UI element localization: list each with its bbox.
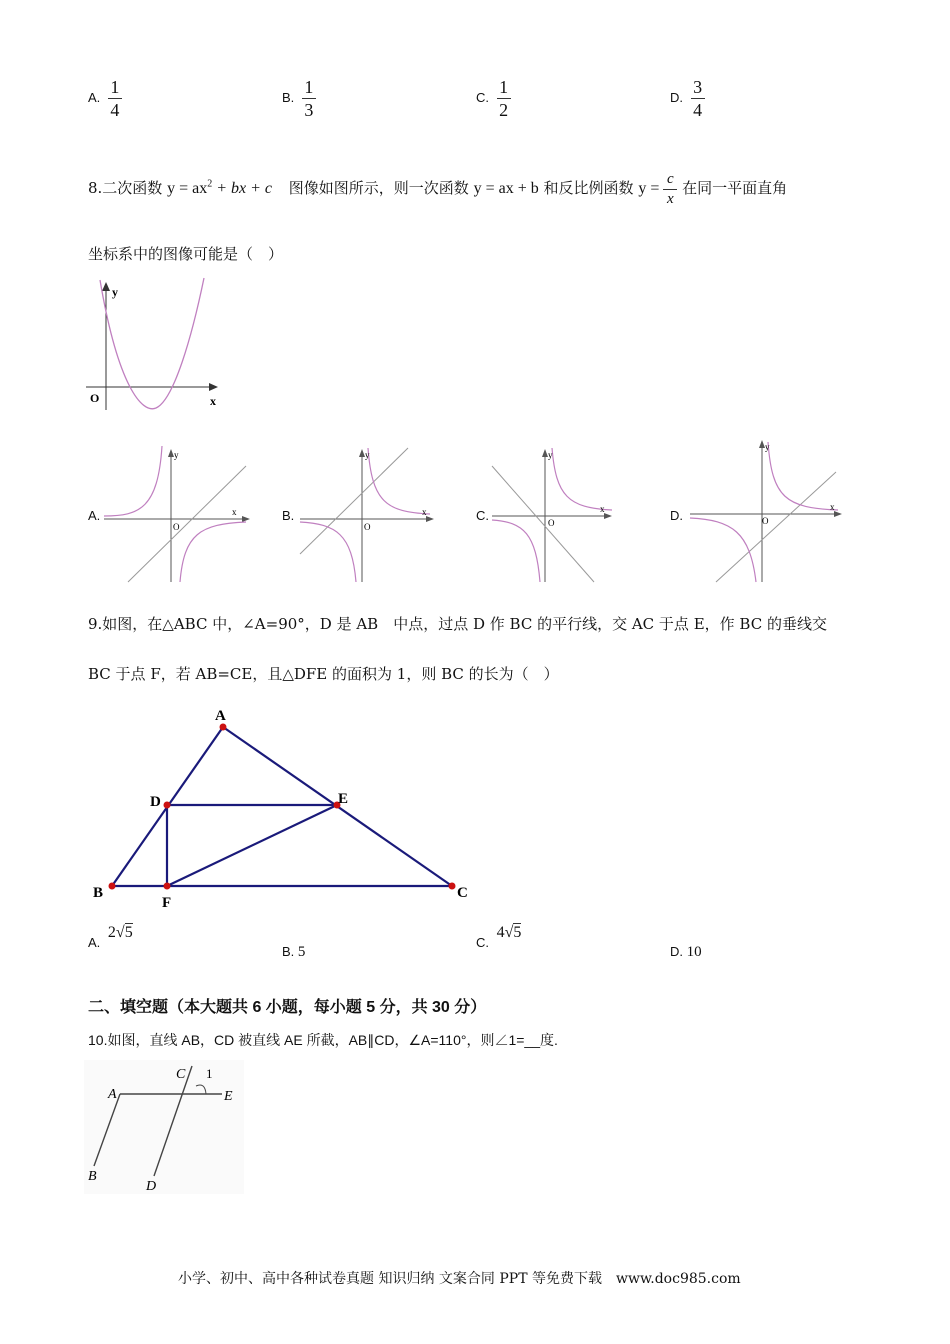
- svg-text:y: y: [174, 450, 179, 460]
- denominator: 2: [499, 100, 509, 120]
- svg-text:y: y: [548, 450, 553, 460]
- svg-text:x: x: [422, 507, 427, 517]
- q9-option-b: [282, 944, 305, 961]
- label-b: B: [93, 885, 104, 901]
- point-a: [220, 724, 227, 731]
- inv-numerator: c: [667, 171, 674, 187]
- q8-stem: [88, 172, 787, 207]
- x-arrow-icon: [209, 383, 218, 391]
- svg-text:y: y: [765, 442, 770, 452]
- inv-denominator: x: [667, 191, 674, 207]
- q9-option-a: [88, 924, 133, 952]
- option-value: 5: [297, 944, 306, 960]
- label-c: C: [457, 885, 468, 901]
- radical-expression: 2√5: [107, 924, 133, 941]
- x-label: x: [210, 394, 216, 408]
- x-arrow-icon: [242, 516, 250, 522]
- option-label: A.: [88, 89, 101, 105]
- inv-y: y =: [638, 180, 660, 198]
- option-label: D.: [670, 944, 683, 959]
- fraction: [108, 78, 122, 119]
- q8-option-a-label: A.: [88, 508, 101, 523]
- q9-option-d: [670, 944, 702, 961]
- triangle-abc: [112, 727, 452, 886]
- svg-text:x: x: [830, 502, 835, 512]
- q7-option-a: [88, 78, 122, 119]
- option-label: D.: [670, 89, 683, 105]
- q8-prefix: 8.二次函数: [88, 179, 163, 198]
- radical-expression: 4√5: [496, 924, 522, 941]
- q7-option-c: [476, 78, 511, 119]
- line-graph: [300, 448, 408, 554]
- line-graph: [716, 472, 836, 582]
- hyperbola-branch: [104, 446, 162, 516]
- point-f: [164, 883, 171, 890]
- hyperbola-branch: [768, 442, 838, 510]
- fraction: [691, 78, 705, 119]
- y-arrow-icon: [102, 282, 110, 291]
- x-arrow-icon: [834, 511, 842, 517]
- hyperbola-branch: [492, 520, 540, 582]
- segment-fe: [167, 805, 337, 886]
- q8-parabola-graph: [82, 276, 232, 416]
- option-label: C.: [476, 89, 489, 105]
- label-a: A: [108, 1087, 117, 1102]
- hyperbola-branch: [300, 522, 356, 582]
- x-arrow-icon: [604, 513, 612, 519]
- linear-formula: y = ax + b: [473, 180, 539, 198]
- hyperbola-branch: [690, 518, 756, 582]
- radicand: 5: [513, 924, 522, 941]
- coefficient: 4: [496, 924, 505, 941]
- option-label: C.: [476, 935, 489, 950]
- label-angle-1: 1: [206, 1066, 213, 1081]
- option-label: B.: [282, 89, 295, 105]
- svg-text:O: O: [762, 516, 769, 526]
- hyperbola-branch: [180, 522, 246, 582]
- q10-figure: [84, 1060, 244, 1194]
- q8-line2: 坐标系中的图像可能是（ ）: [88, 245, 284, 263]
- denominator: 3: [304, 100, 314, 120]
- label-b: B: [88, 1169, 97, 1184]
- svg-text:O: O: [548, 518, 555, 528]
- quad-y: y = ax: [167, 180, 208, 198]
- point-d: [164, 802, 171, 809]
- label-e: E: [338, 791, 349, 807]
- label-e: E: [224, 1089, 233, 1104]
- option-value: 10: [686, 944, 702, 960]
- numerator: 3: [693, 77, 703, 97]
- q8-option-b-graph: [296, 444, 446, 584]
- q8-option-b-label: B.: [282, 508, 295, 523]
- hyperbola-branch: [552, 448, 612, 510]
- q9-option-c: [476, 924, 522, 952]
- q8-option-c-graph: [488, 444, 618, 584]
- q9-line1: 9.如图，在△ABC 中，∠A=90°，D 是 AB 中点，过点 D 作 BC 的平行线，交 AC 于点 E，作 BC 的垂线交: [88, 615, 827, 633]
- line-graph: [492, 466, 594, 582]
- numerator: 1: [110, 77, 120, 97]
- y-label: y: [112, 285, 118, 299]
- quad-rest: + bx + c: [212, 180, 273, 198]
- coefficient: 2: [107, 924, 116, 941]
- q7-option-b: [282, 78, 316, 119]
- section-title: 二、填空题（本大题共 6 小题，每小题 5 分，共 30 分）: [88, 999, 487, 1016]
- point-b: [109, 883, 116, 890]
- fraction: [302, 78, 316, 119]
- svg-text:x: x: [232, 507, 237, 517]
- denominator: 4: [110, 100, 120, 120]
- q10-stem: 10.如图，直线 AB，CD 被直线 AE 所截，AB∥CD，∠A=110°，则∠1=__度.: [88, 1032, 558, 1048]
- q9-triangle-figure: [88, 700, 488, 910]
- point-c: [449, 883, 456, 890]
- option-label: A.: [88, 935, 101, 950]
- numerator: 1: [304, 77, 314, 97]
- fraction: [497, 78, 511, 119]
- numerator: 1: [499, 77, 509, 97]
- label-d: D: [146, 1179, 157, 1194]
- q8-option-a-graph: [100, 444, 250, 584]
- inverse-formula: [638, 171, 677, 207]
- q8-option-d-label: D.: [670, 508, 683, 523]
- x-arrow-icon: [426, 516, 434, 522]
- q8-tail: 在同一平面直角: [682, 179, 788, 198]
- q9-line2: BC 于点 F，若 AB=CE，且△DFE 的面积为 1，则 BC 的长为（ ）: [88, 665, 559, 683]
- label-d: D: [150, 794, 161, 810]
- option-label: B.: [282, 944, 295, 959]
- q8-option-d-graph: [686, 436, 846, 584]
- svg-text:O: O: [364, 522, 371, 532]
- hyperbola-branch: [368, 448, 430, 514]
- page-footer: 小学、初中、高中各种试卷真题 知识归纳 文案合同 PPT 等免费下载 www.doc985.com: [178, 1271, 741, 1287]
- svg-text:x: x: [600, 504, 605, 514]
- label-a: A: [215, 708, 226, 724]
- svg-text:y: y: [365, 450, 370, 460]
- q8-mid2: 和反比例函数: [543, 179, 634, 198]
- q8-option-c-label: C.: [476, 508, 489, 523]
- origin-label: O: [90, 391, 100, 405]
- quadratic-formula: [167, 180, 272, 197]
- label-f: F: [162, 895, 172, 910]
- radicand: 5: [124, 924, 133, 941]
- q7-option-d: [670, 78, 705, 119]
- q8-mid1: 图像如图所示，则一次函数: [288, 179, 469, 198]
- denominator: 4: [693, 100, 703, 120]
- quad-exponent: 2: [207, 178, 213, 190]
- svg-text:O: O: [173, 522, 180, 532]
- label-c: C: [176, 1067, 186, 1082]
